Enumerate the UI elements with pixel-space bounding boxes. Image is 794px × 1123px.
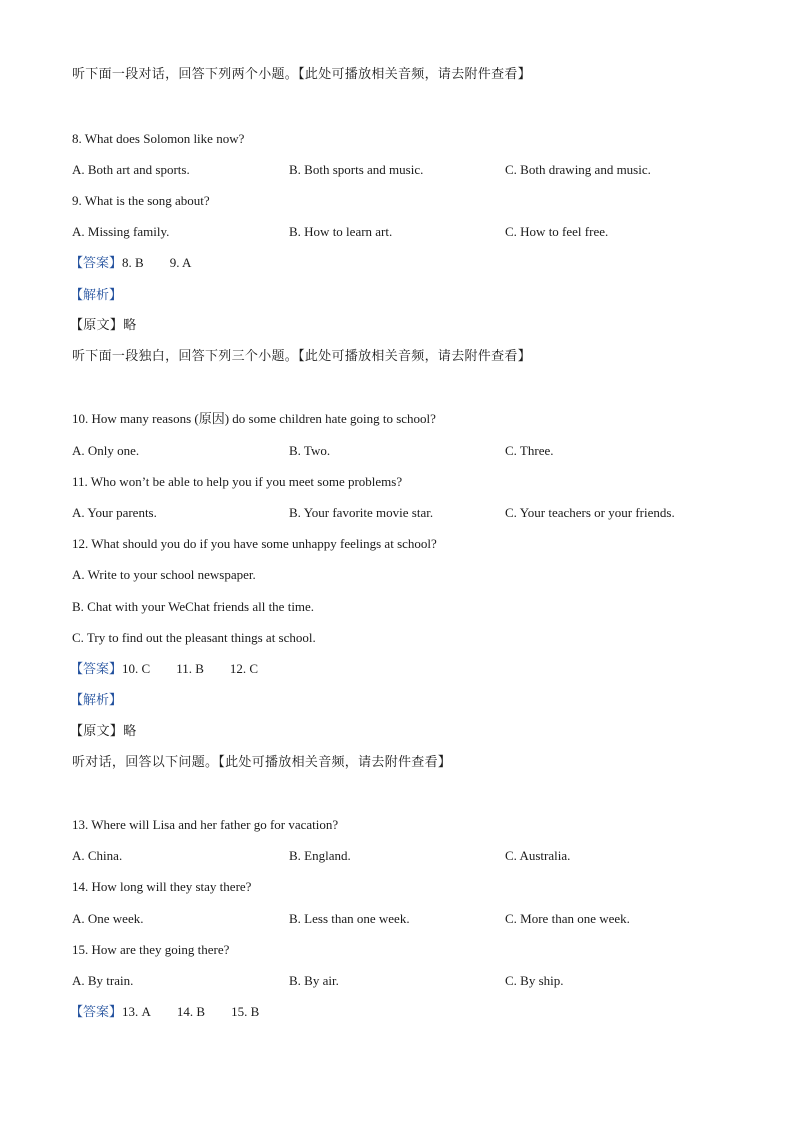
answer-item: 12. C <box>229 661 259 676</box>
option-a: A. China. <box>72 848 123 863</box>
original-text: 略 <box>123 724 137 739</box>
answer-item: 13. A <box>122 1004 151 1019</box>
answer-tag: 【答案】 <box>70 662 123 677</box>
answer-item: 14. B <box>176 1004 206 1019</box>
answer-item: 9. A <box>169 255 192 270</box>
option-c: C. Your teachers or your friends. <box>505 505 675 520</box>
option-b: B. Your favorite movie star. <box>289 505 434 520</box>
option-b: B. Chat with your WeChat friends all the time. <box>72 599 315 614</box>
original-text: 略 <box>123 318 137 333</box>
option-a: A. One week. <box>72 911 144 926</box>
option-b: B. Less than one week. <box>289 911 410 926</box>
analysis-line <box>70 691 122 710</box>
question-text: 11. Who won’t be able to help you if you meet some problems? <box>72 474 403 489</box>
analysis-line <box>70 286 122 305</box>
option-b: B. By air. <box>289 973 339 988</box>
option-a: A. Write to your school newspaper. <box>72 567 256 582</box>
option-b: B. Both sports and music. <box>289 162 424 177</box>
question-text: 13. Where will Lisa and her father go for vacation? <box>72 817 339 832</box>
question-text: 14. How long will they stay there? <box>72 879 252 894</box>
answer-item: 15. B <box>231 1004 260 1019</box>
option-c: C. Australia. <box>505 848 571 863</box>
option-c: C. Three. <box>505 443 554 458</box>
original-tag: 【原文】 <box>70 318 124 333</box>
answer-item: 11. B <box>176 661 204 676</box>
option-c: C. How to feel free. <box>505 224 609 239</box>
question-text: 12. What should you do if you have some unhappy feelings at school? <box>72 536 437 551</box>
answer-item: 10. C <box>122 661 151 676</box>
answer-item: 8. B <box>122 255 144 270</box>
option-a: A. By train. <box>72 973 134 988</box>
option-b: B. How to learn art. <box>289 224 393 239</box>
section-intro: 听下面一段对话，回答下列两个小题。【此处可播放相关音频，请去附件查看】 <box>72 67 532 82</box>
analysis-tag: 【解析】 <box>70 288 123 303</box>
option-c: C. Try to find out the pleasant things at school. <box>72 630 316 645</box>
option-a: A. Only one. <box>72 443 140 458</box>
answer-tag: 【答案】 <box>70 1005 123 1020</box>
option-b: B. England. <box>289 848 351 863</box>
option-a: A. Both art and sports. <box>72 162 190 177</box>
question-text: 9. What is the song about? <box>72 193 210 208</box>
answer-line <box>70 254 191 273</box>
option-c: C. More than one week. <box>505 911 630 926</box>
option-c: C. Both drawing and music. <box>505 162 651 177</box>
section-intro: 听下面一段独白，回答下列三个小题。【此处可播放相关音频，请去附件查看】 <box>72 349 532 364</box>
original-line <box>70 723 137 741</box>
original-line <box>70 317 137 335</box>
answer-line <box>70 1003 259 1022</box>
answer-tag: 【答案】 <box>70 256 123 271</box>
question-text: 15. How are they going there? <box>72 942 230 957</box>
analysis-tag: 【解析】 <box>70 693 123 708</box>
option-b: B. Two. <box>289 443 331 458</box>
option-a: A. Your parents. <box>72 505 157 520</box>
original-tag: 【原文】 <box>70 724 124 739</box>
question-text: 8. What does Solomon like now? <box>72 131 245 146</box>
question-text: 10. How many reasons (原因) do some children hate going to school? <box>72 411 436 426</box>
option-a: A. Missing family. <box>72 224 170 239</box>
section-intro: 听对话，回答以下问题。【此处可播放相关音频，请去附件查看】 <box>72 755 452 770</box>
option-c: C. By ship. <box>505 973 564 988</box>
answer-line <box>70 660 258 679</box>
